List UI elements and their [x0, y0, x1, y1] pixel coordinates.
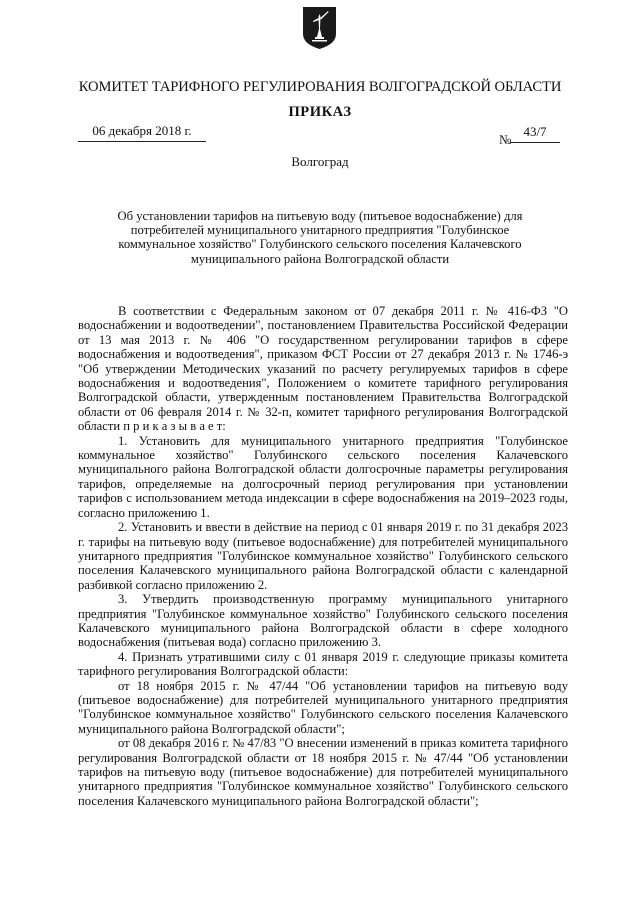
- order-subject: Об установлении тарифов на питьевую воду (питьевое водоснабжение) для потребителей муниципального унитарного предприятия "Голубинское коммунальное хозяйство" Голубинского сельского поселения Калачевского муниципального района Волгоградской области: [117, 209, 523, 266]
- item-4-repealed-order-a: от 18 ноября 2015 г. № 47/44 "Об установлении тарифов на питьевую воду (питьевое водоснабжение) для потребителей муниципального унитарного предприятия "Голубинское коммунальное хозяйство" Голубинского сельского поселения Калачевского муниципального района Волгоградской области";: [78, 678, 568, 736]
- order-title: ПРИКАЗ: [288, 104, 352, 120]
- order-date: 06 декабря 2018 г.: [78, 123, 206, 142]
- preamble-text: В соответствии с Федеральным законом от 07 декабря 2011 г. № 416-ФЗ "О водоснабжении и водоотведении", постановлением Правительства Российской Федерации от 13 мая 2013 г. № 406 "О государственном регулировании тарифов в сфере водоснабжения и водоотведения", приказом ФСТ России от 27 декабря 2013 г. № 1746-э "Об утверждении Методических указаний по расчету регулируемых тарифов в сфере водоснабжения и водоотведения", Положением о комитете тарифного регулирования Волгоградской области, утвержденным постановлением Правительства Волгоградской области от 06 февраля 2014 г. № 32-п, комитет тарифного регулирования Волгоградской области: [78, 304, 568, 434]
- number-sign: №: [499, 132, 512, 147]
- city: Волгоград: [291, 154, 349, 169]
- order-body: [78, 304, 568, 808]
- committee-name: КОМИТЕТ ТАРИФНОГО РЕГУЛИРОВАНИЯ ВОЛГОГРАДСКОЙ ОБЛАСТИ: [78, 79, 562, 95]
- item-1: 1. Установить для муниципального унитарного предприятия "Голубинское коммунальное хозяйство" Голубинского сельского поселения Калачевского муниципального района Волгоградской области долгосрочные параметры регулирования тарифов, определяемые на долгосрочный период регулирования при установлении тарифов с использованием метода индексации в сфере водоснабжения на 2019–2023 годы, согласно приложению 1.: [78, 433, 568, 520]
- preamble-paragraph: [78, 304, 568, 434]
- item-3: 3. Утвердить производственную программу муниципального унитарного предприятия "Голубинское коммунальное хозяйство" Голубинского сельского поселения Калачевского муниципального района Волгоградской области в сфере холодного водоснабжения (питьевая вода) согласно приложению 3.: [78, 592, 568, 650]
- volgograd-region-emblem-icon: [303, 7, 336, 49]
- item-4-repealed-order-b: от 08 декабря 2016 г. № 47/83 "О внесении изменений в приказ комитета тарифного регулирования Волгоградской области от 18 ноября 2015 г. № 47/44 "Об установлении тарифов на питьевую воду (питьевое водоснабжение) для потребителей муниципального унитарного предприятия "Голубинское коммунальное хозяйство" Голубинского сельского поселения Калачевского муниципального района Волгоградской области";: [78, 736, 568, 808]
- orders-word: п р и к а з ы в а е т:: [123, 419, 226, 434]
- item-4: 4. Признать утратившими силу с 01 января 2019 г. следующие приказы комитета тарифного регулирования Волгоградской области:: [78, 649, 568, 679]
- item-2: 2. Установить и ввести в действие на период с 01 января 2019 г. по 31 декабря 2023 г. тарифы на питьевую воду (питьевое водоснабжение) для потребителей муниципального унитарного предприятия "Голубинское коммунальное хозяйство" Голубинского сельского поселения Калачевского муниципального района Волгоградской области с календарной разбивкой согласно приложению 2.: [78, 520, 568, 592]
- order-number: 43/7: [510, 124, 560, 143]
